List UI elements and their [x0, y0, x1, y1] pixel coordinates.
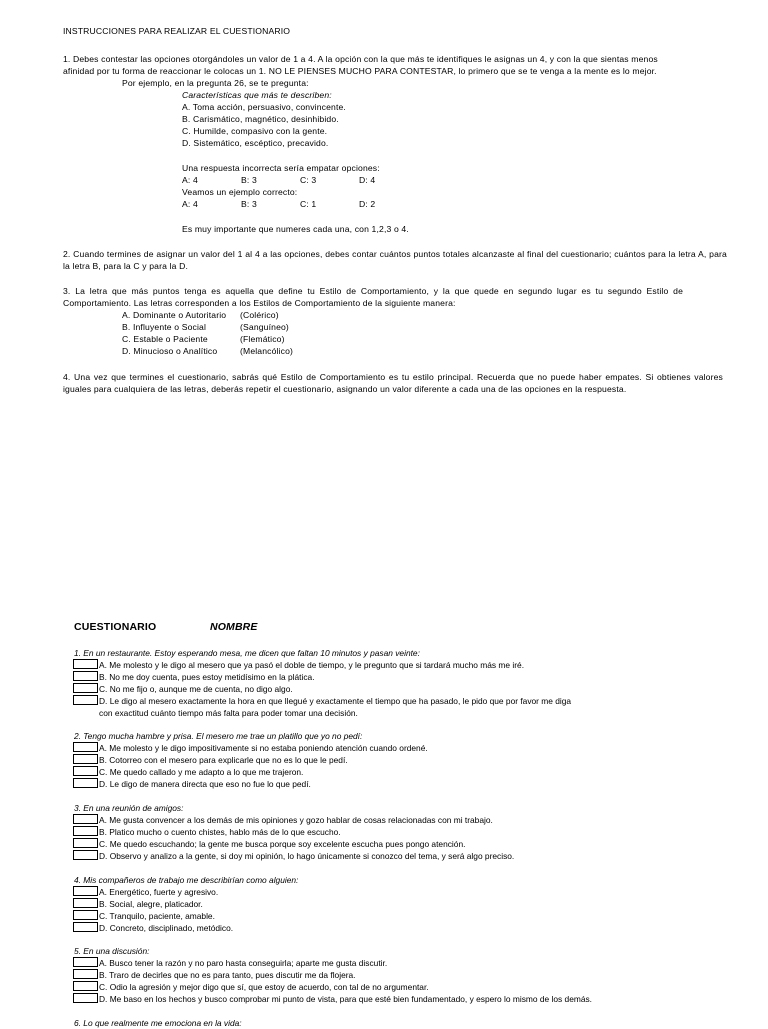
answer-box-q3-a[interactable] [73, 814, 98, 824]
answer-option: B. Cotorreo con el mesero para explicarle que no es lo que le pedí. [99, 755, 348, 765]
answer-option: A. Me molesto y le digo impositivamente si no estaba poniendo atención cuando ordené. [99, 743, 428, 753]
style-temperament: (Colérico) [240, 310, 279, 320]
style-name: D. Minucioso o Analítico [122, 346, 218, 356]
answer-option: B. Social, alegre, platicador. [99, 899, 203, 909]
correct-value: C: 1 [300, 199, 317, 209]
questionnaire-heading: CUESTIONARIO [74, 621, 157, 633]
answer-option: B. No me doy cuenta, pues estoy metidísimo en la plática. [99, 672, 315, 682]
example-option: D. Sistemático, escéptico, precavido. [182, 138, 329, 148]
important-note: Es muy importante que numeres cada una, con 1,2,3 o 4. [182, 224, 409, 234]
answer-option: B. Traro de decirles que no es para tanto, pues discutir me da flojera. [99, 970, 356, 980]
answer-box-q2-d[interactable] [73, 778, 98, 788]
incorrect-value: D: 4 [359, 175, 376, 185]
answer-option: D. Le digo de manera directa que eso no fue lo que pedí. [99, 779, 311, 789]
correct-example-label: Veamos un ejemplo correcto: [182, 187, 298, 197]
answer-box-q1-b[interactable] [73, 671, 98, 681]
incorrect-value: C: 3 [300, 175, 317, 185]
instruction-2: 2. Cuando termines de asignar un valor del 1 al 4 a las opciones, debes contar cuántos puntos totales alcanzaste al final del cuestionario; cuántos para la letra A, para la letra B, para la C y para la D. [63, 249, 727, 271]
example-question: Características que más te describen: [182, 90, 332, 100]
correct-value: B: 3 [241, 199, 257, 209]
style-temperament: (Melancólico) [240, 346, 294, 356]
answer-option: A. Me molesto y le digo al mesero que ya pasó el doble de tiempo, y le pregunto que si tardará mucho más me iré. [99, 660, 525, 670]
answer-option: C. Odio la agresión y mejor digo que sí, que estoy de acuerdo, con tal de no argumentar. [99, 982, 429, 992]
style-name: B. Influyente o Social [122, 322, 207, 332]
question-prompt: 6. Lo que realmente me emociona en la vida: [74, 1018, 242, 1028]
example-intro: Por ejemplo, en la pregunta 26, se te pregunta: [122, 78, 309, 88]
question-prompt: 3. En una reunión de amigos: [74, 803, 184, 813]
answer-box-q1-c[interactable] [73, 683, 98, 693]
question-prompt: 1. En un restaurante. Estoy esperando mesa, me dicen que faltan 10 minutos y pasan veinte: [74, 648, 420, 658]
answer-box-q4-d[interactable] [73, 922, 98, 932]
answer-box-q5-c[interactable] [73, 981, 98, 991]
answer-box-q4-c[interactable] [73, 910, 98, 920]
example-option: A. Toma acción, persuasivo, convincente. [182, 102, 346, 112]
answer-option: C. Tranquilo, paciente, amable. [99, 911, 215, 921]
answer-box-q2-b[interactable] [73, 754, 98, 764]
style-temperament: (Flemático) [240, 334, 285, 344]
answer-option: A. Me gusta convencer a los demás de mis opiniones y gozo hablar de cosas relacionadas con mi trabajo. [99, 815, 493, 825]
answer-box-q4-b[interactable] [73, 898, 98, 908]
instruction-1-line-2: afinidad por tu forma de reaccionar le colocas un 1. NO LE PIENSES MUCHO PARA CONTESTAR, lo primero que se te venga a la mente es lo mejor. [63, 66, 657, 76]
incorrect-value: B: 3 [241, 175, 257, 185]
instruction-1-line-1: 1. Debes contestar las opciones otorgándoles un valor de 1 a 4. A la opción con la que más te identifiques le asignas un 4, y con la que sientas menos [63, 54, 658, 64]
answer-box-q5-a[interactable] [73, 957, 98, 967]
answer-option: D. Me baso en los hechos y busco comprobar mi punto de vista, para que esté bien fundamentado, y espero lo mismo de los demás. [99, 994, 593, 1004]
answer-option: C. Me quedo callado y me adapto a lo que me trajeron. [99, 767, 304, 777]
name-label: NOMBRE [210, 621, 258, 633]
answer-box-q3-c[interactable] [73, 838, 98, 848]
instruction-3: 3. La letra que más puntos tenga es aquella que define tu Estilo de Comportamiento, y la que quede en segundo lugar es tu segundo Estilo de Comportamiento. Las letras corresponden a los Estilos de Comportamiento de la siguiente manera: [63, 286, 683, 308]
answer-option: A. Busco tener la razón y no paro hasta conseguirla; aparte me gusta discutir. [99, 958, 388, 968]
style-temperament: (Sanguíneo) [240, 322, 289, 332]
answer-option: C. Me quedo escuchando; la gente me busca porque soy excelente escucha pues pongo atención. [99, 839, 466, 849]
answer-option: B. Platico mucho o cuento chistes, hablo más de lo que escucho. [99, 827, 341, 837]
answer-box-q5-d[interactable] [73, 993, 98, 1003]
answer-option: D. Concreto, disciplinado, metódico. [99, 923, 234, 933]
answer-box-q5-b[interactable] [73, 969, 98, 979]
answer-box-q2-c[interactable] [73, 766, 98, 776]
instructions-title: INSTRUCCIONES PARA REALIZAR EL CUESTIONARIO [63, 26, 291, 36]
answer-box-q3-b[interactable] [73, 826, 98, 836]
instruction-4: 4. Una vez que termines el cuestionario, sabrás qué Estilo de Comportamiento es tu estilo principal. Recuerda que no puede haber empates. Si obtienes valores iguales para cualquiera de las letras, deberás repetir el cuestionario, asignando un valor diferente a cada una de las opciones en la respuesta. [63, 372, 723, 394]
correct-value: A: 4 [182, 199, 198, 209]
question-prompt: 2. Tengo mucha hambre y prisa. El mesero me trae un platillo que yo no pedí: [74, 731, 363, 741]
style-name: A. Dominante o Autoritario [122, 310, 227, 320]
answer-option-continuation: con exactitud cuánto tiempo más falta para poder tomar una decisión. [99, 708, 358, 718]
answer-option: C. No me fijo o, aunque me de cuenta, no digo algo. [99, 684, 293, 694]
incorrect-value: A: 4 [182, 175, 198, 185]
incorrect-example-label: Una respuesta incorrecta sería empatar opciones: [182, 163, 380, 173]
question-prompt: 4. Mis compañeros de trabajo me describirían como alguien: [74, 875, 299, 885]
answer-box-q1-d[interactable] [73, 695, 98, 705]
example-option: B. Carismático, magnético, desinhibido. [182, 114, 339, 124]
correct-value: D: 2 [359, 199, 376, 209]
answer-box-q2-a[interactable] [73, 742, 98, 752]
style-name: C. Estable o Paciente [122, 334, 208, 344]
answer-option: D. Observo y analizo a la gente, si doy mi opinión, lo hago únicamente si conozco del tema, y será algo preciso. [99, 851, 515, 861]
answer-box-q4-a[interactable] [73, 886, 98, 896]
answer-box-q1-a[interactable] [73, 659, 98, 669]
example-option: C. Humilde, compasivo con la gente. [182, 126, 328, 136]
question-prompt: 5. En una discusión: [74, 946, 150, 956]
answer-option: D. Le digo al mesero exactamente la hora en que llegué y exactamente el tiempo que ha pasado, le pido que por favor me diga [99, 696, 572, 706]
answer-box-q3-d[interactable] [73, 850, 98, 860]
answer-option: A. Energético, fuerte y agresivo. [99, 887, 219, 897]
